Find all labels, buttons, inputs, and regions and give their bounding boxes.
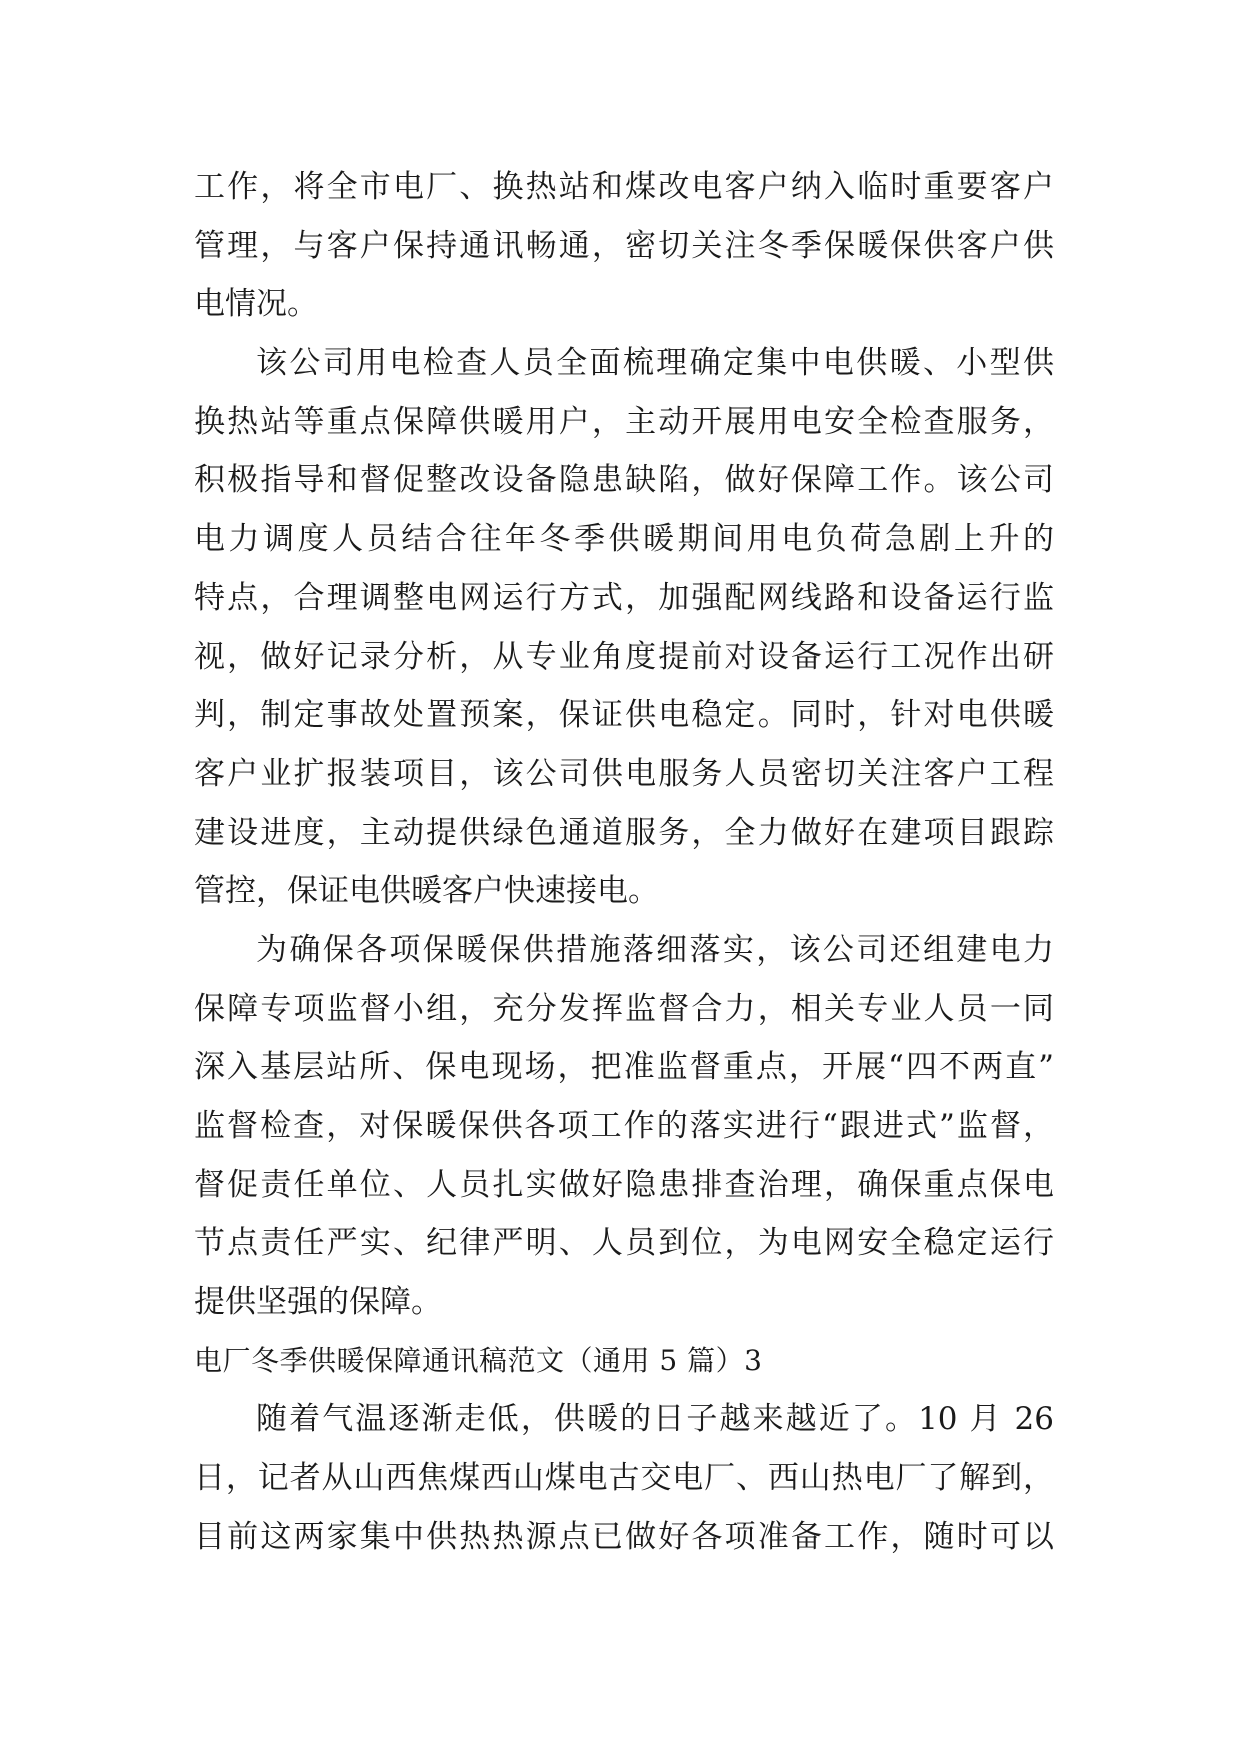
- body-line: 视，做好记录分析，从专业角度提前对设备运行工况作出研: [194, 638, 1054, 675]
- body-line: 目前这两家集中供热热源点已做好各项准备工作，随时可以: [194, 1518, 1054, 1555]
- body-line: 管控，保证电供暖客户快速接电。: [194, 873, 659, 910]
- article-body: [194, 158, 1054, 1567]
- body-line: 工作，将全市电厂、换热站和煤改电客户纳入临时重要客户: [194, 169, 1054, 205]
- body-line: 换热站等重点保障供暖用户，主动开展用电安全检查服务，: [194, 403, 1054, 440]
- section-heading: 电厂冬季供暖保障通讯稿范文（通用 5 篇）3: [194, 1343, 763, 1377]
- body-line: 日，记者从山西焦煤西山煤电古交电厂、西山热电厂了解到，: [194, 1460, 1054, 1497]
- body-line: 判，制定事故处置预案，保证供电稳定。同时，针对电供暖: [194, 697, 1054, 734]
- body-line: 电力调度人员结合往年冬季供暖期间用电负荷急剧上升的: [194, 521, 1054, 558]
- paragraph-first-line: 该公司用电检查人员全面梳理确定集中电供暖、小型供: [256, 345, 1054, 382]
- body-line: 客户业扩报装项目，该公司供电服务人员密切关注客户工程: [194, 755, 1054, 792]
- paragraph-first-line: 随着气温逐渐走低，供暖的日子越来越近了。10 月 26: [256, 1401, 1054, 1438]
- body-line: 电情况。: [194, 286, 318, 323]
- paragraph-first-line: 为确保各项保暖保供措施落细落实，该公司还组建电力: [256, 931, 1054, 968]
- body-line: 提供坚强的保障。: [194, 1284, 442, 1321]
- body-line: 督促责任单位、人员扎实做好隐患排查治理，确保重点保电: [194, 1166, 1054, 1203]
- body-line: 积极指导和督促整改设备隐患缺陷，做好保障工作。该公司: [194, 462, 1054, 499]
- body-line: 管理，与客户保持通讯畅通，密切关注冬季保暖保供客户供: [194, 227, 1054, 264]
- body-line: 特点，合理调整电网运行方式，加强配网线路和设备运行监: [194, 579, 1054, 616]
- body-line: 保障专项监督小组，充分发挥监督合力，相关专业人员一同: [194, 990, 1054, 1027]
- body-line: 深入基层站所、保电现场，把准监督重点，开展“四不两直”: [194, 1049, 1054, 1086]
- body-line: 节点责任严实、纪律严明、人员到位，为电网安全稳定运行: [194, 1225, 1054, 1262]
- body-line: 监督检查，对保暖保供各项工作的落实进行“跟进式”监督，: [194, 1108, 1054, 1144]
- body-line: 建设进度，主动提供绿色通道服务，全力做好在建项目跟踪: [194, 814, 1054, 851]
